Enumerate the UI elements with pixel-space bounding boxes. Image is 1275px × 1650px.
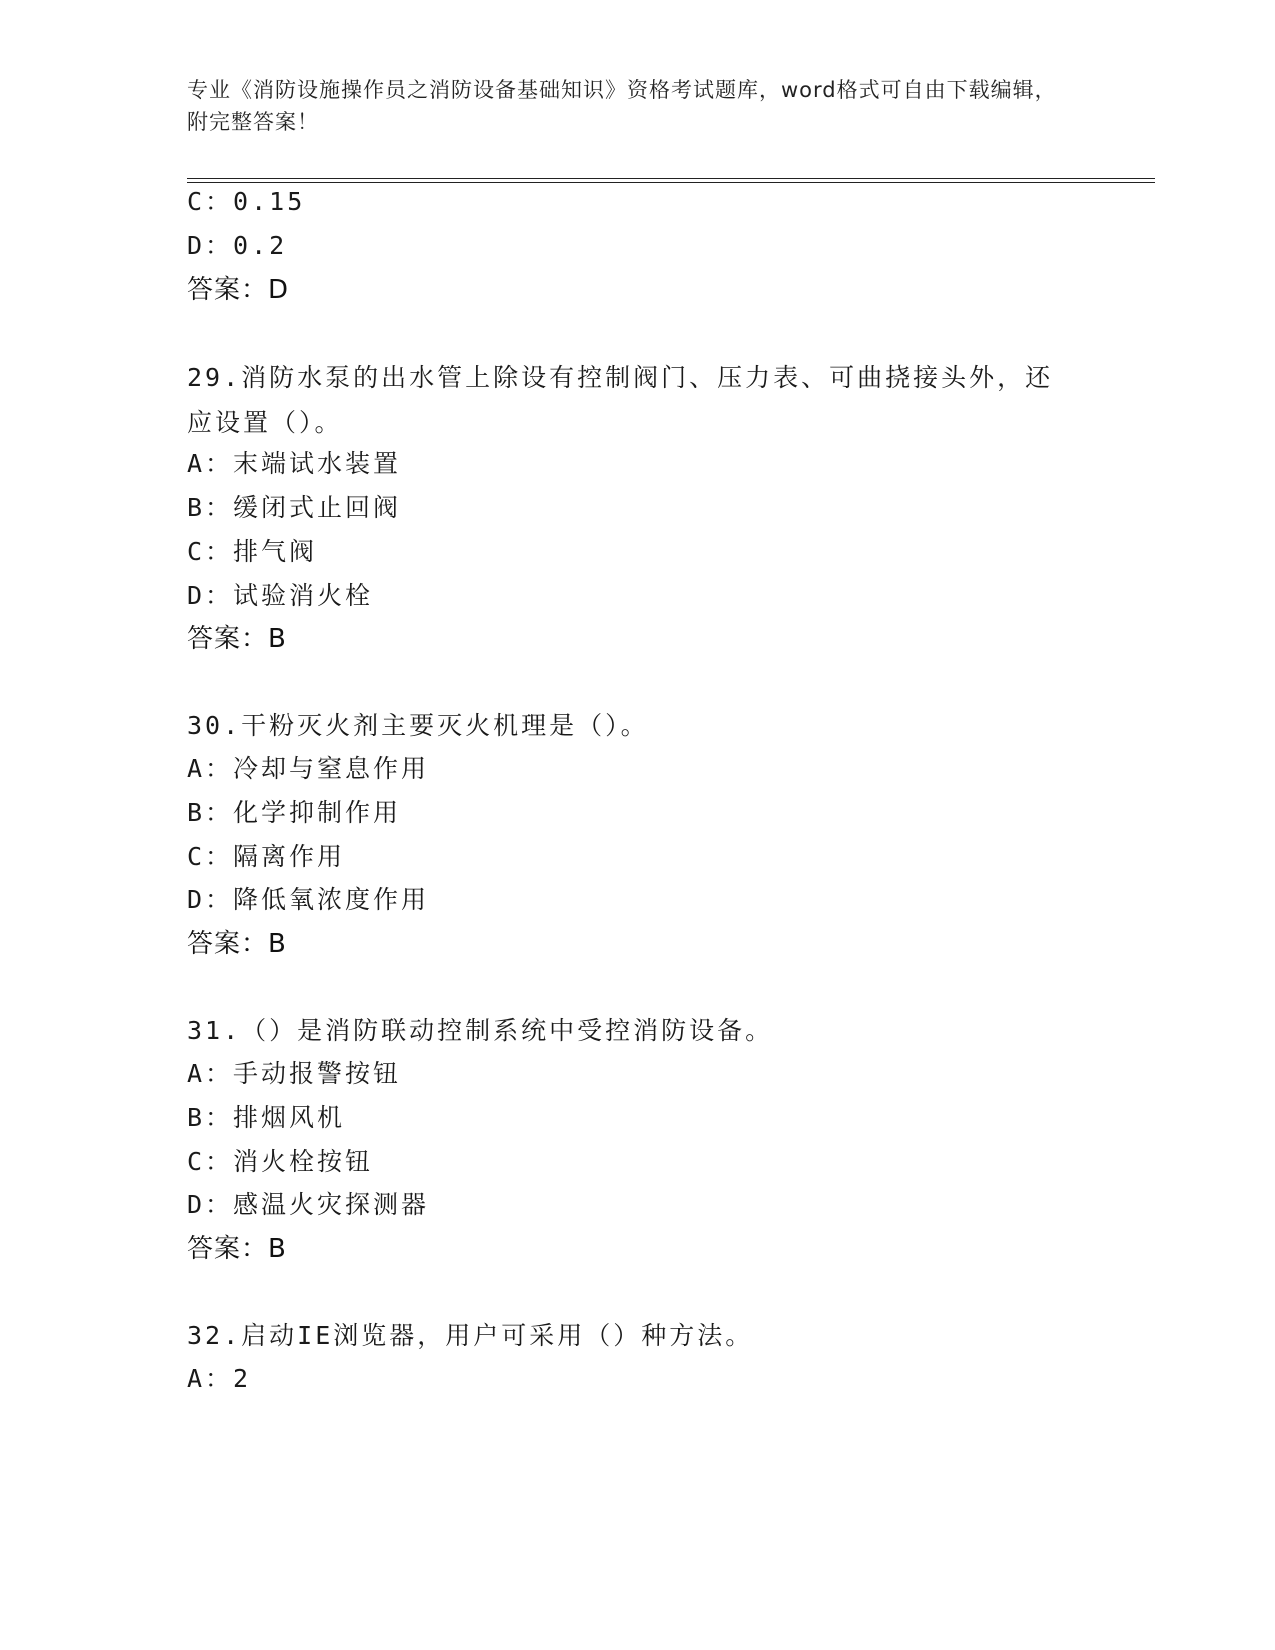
question-stem-29: 29.消防水泵的出水管上除设有控制阀门、压力表、可曲挠接头外，还应设置（）。 [187, 363, 1054, 437]
option-b: B：化学抑制作用 [187, 798, 402, 827]
option-a: A：冷却与窒息作用 [187, 754, 430, 783]
option-c: C：0.15 [187, 187, 306, 216]
answer: 答案：B [187, 624, 287, 654]
question-stem-32: 32.启动IE浏览器，用户可采用（）种方法。 [187, 1321, 754, 1350]
answer: 答案：B [187, 1234, 287, 1264]
answer: 答案：D [187, 275, 290, 305]
question-stem-31: 31.（）是消防联动控制系统中受控消防设备。 [187, 1016, 774, 1045]
option-c: C：隔离作用 [187, 842, 346, 871]
option-a: A：2 [187, 1364, 252, 1393]
option-b: B：缓闭式止回阀 [187, 493, 402, 522]
option-d: D：降低氧浓度作用 [187, 885, 430, 914]
answer: 答案：B [187, 929, 287, 959]
option-b: B：排烟风机 [187, 1103, 346, 1132]
option-d: D：感温火灾探测器 [187, 1190, 430, 1219]
option-c: C：消火栓按钮 [187, 1147, 374, 1176]
document-header: 专业《消防设施操作员之消防设备基础知识》资格考试题库，word格式可自由下载编辑，附完整答案！ [187, 78, 1057, 134]
question-stem-30: 30.干粉灭火剂主要灭火机理是（）。 [187, 711, 649, 740]
option-d: D：试验消火栓 [187, 581, 374, 610]
option-a: A：末端试水装置 [187, 449, 402, 478]
option-c: C：排气阀 [187, 537, 318, 566]
option-d: D：0.2 [187, 231, 288, 260]
header-divider [187, 178, 1155, 183]
option-a: A：手动报警按钮 [187, 1059, 402, 1088]
